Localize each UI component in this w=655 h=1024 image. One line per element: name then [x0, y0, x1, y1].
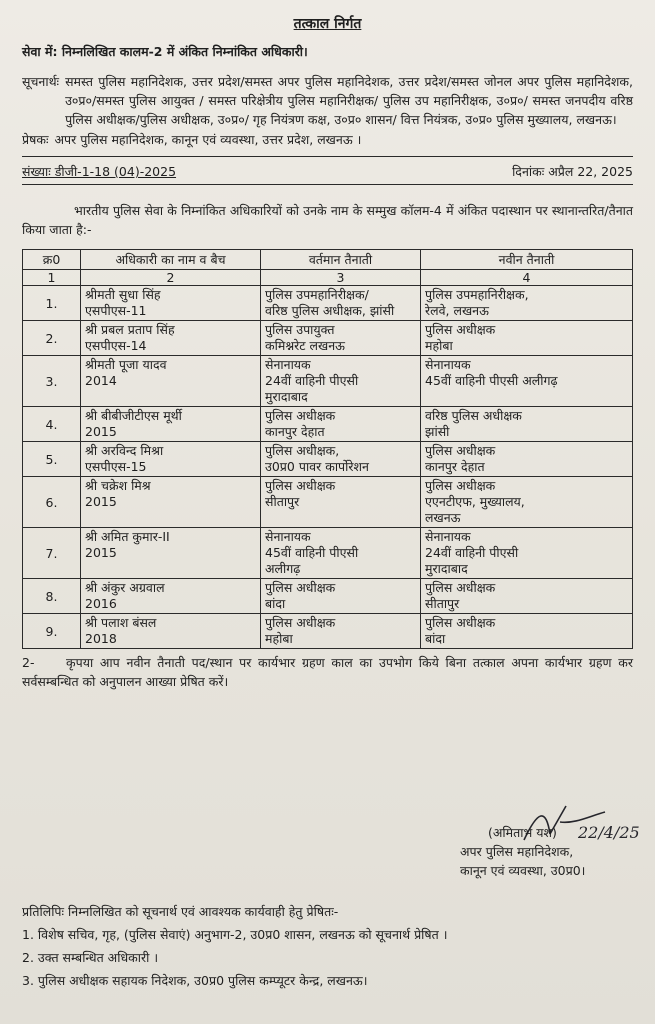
new-posting-line: सीतापुर	[425, 596, 460, 611]
table-row	[23, 614, 633, 649]
information-block	[22, 72, 633, 129]
table-row	[23, 442, 633, 477]
current-posting-line: पुलिस अधीक्षक,	[265, 443, 340, 458]
information-label: सूचनार्थः	[22, 74, 60, 89]
officer-name: श्री प्रबल प्रताप सिंह	[85, 322, 175, 337]
sender-text: अपर पुलिस महानिदेशक, कानून एवं व्यवस्था, उत्तर प्रदेश, लखनऊ ।	[54, 132, 362, 147]
new-posting-line: सेनानायक	[425, 529, 471, 544]
serial-cell: 6.	[23, 477, 81, 528]
officer-name: श्री अरविन्द मिश्रा	[85, 443, 164, 458]
copy-item: 1. विशेष सचिव, गृह, (पुलिस सेवाएं) अनुभाग-2, उ0प्र0 शासन, लखनऊ को सूचनार्थ प्रेषित ।	[22, 927, 448, 942]
new-posting-cell	[421, 321, 633, 356]
index-cell: 2	[81, 270, 261, 286]
serial-cell: 1.	[23, 286, 81, 321]
serial-cell: 9.	[23, 614, 81, 649]
new-posting-line: कानपुर देहात	[425, 459, 485, 474]
new-posting-cell	[421, 356, 633, 407]
officer-batch: 2015	[85, 424, 117, 439]
current-posting-cell	[261, 356, 421, 407]
header-new-posting: नवीन तैनाती	[421, 250, 633, 270]
current-posting-line: उ0प्र0 पावर कार्पोरेशन	[265, 459, 369, 474]
new-posting-cell	[421, 579, 633, 614]
officer-cell	[81, 614, 261, 649]
signatory-department: कानून एवं व्यवस्था, उ0प्र0।	[460, 863, 586, 878]
new-posting-cell	[421, 528, 633, 579]
current-posting-line: बांदा	[265, 596, 286, 611]
signatory-designation: अपर पुलिस महानिदेशक,	[460, 844, 574, 859]
new-posting-cell	[421, 614, 633, 649]
reference-date: दिनांकः अप्रैल 22, 2025	[512, 164, 633, 179]
sender-block	[22, 131, 633, 157]
information-text: समस्त पुलिस महानिदेशक, उत्तर प्रदेश/समस्त अपर पुलिस महानिदेशक, उत्तर प्रदेश/समस्त जोनल अपर पुलिस महानिदेशक, उ०प्र०/समस्त पुलिस आयुक्त / समस्त परिक्षेत्रीय पुलिस महानिरीक्षक/ पुलिस उप महानिरीक्षक, उ०प्र०/ समस्त जनपदीय वरिष्ठ पुलिस अधीक्षक/पुलिस अधीक्षक, उ०प्र०/ गृह नियंत्रण कक्ष, उ०प्र० शासन/ वित्त नियंत्रक, उ०प्र० पुलिस मुख्यालय, लखनऊ।	[65, 74, 633, 127]
current-posting-line: 24वीं वाहिनी पीएसी	[265, 373, 359, 388]
current-posting-line: अलीगढ़	[265, 561, 301, 576]
officer-batch: 2015	[85, 494, 117, 509]
new-posting-line: वरिष्ठ पुलिस अधीक्षक	[425, 408, 522, 423]
new-posting-line: पुलिस अधीक्षक	[425, 443, 496, 458]
officer-batch: एसपीएस-11	[85, 303, 147, 318]
current-posting-line: पुलिस अधीक्षक	[265, 615, 336, 630]
current-posting-line: पुलिस उपायुक्त	[265, 322, 335, 337]
current-posting-cell	[261, 614, 421, 649]
table-row	[23, 321, 633, 356]
officer-batch: एसपीएस-14	[85, 338, 147, 353]
current-posting-cell	[261, 579, 421, 614]
serial-cell: 4.	[23, 407, 81, 442]
current-posting-line: पुलिस अधीक्षक	[265, 478, 336, 493]
table-row	[23, 477, 633, 528]
serial-cell: 5.	[23, 442, 81, 477]
officer-batch: एसपीएस-15	[85, 459, 147, 474]
current-posting-cell	[261, 477, 421, 528]
new-posting-line: रेलवे, लखनऊ	[425, 303, 489, 318]
new-posting-line: 45वीं वाहिनी पीएसी अलीगढ़	[425, 373, 558, 388]
signature-block	[460, 823, 585, 880]
new-posting-cell	[421, 286, 633, 321]
officer-cell	[81, 442, 261, 477]
table-header-row	[23, 250, 633, 270]
serial-cell: 8.	[23, 579, 81, 614]
intro-paragraph: भारतीय पुलिस सेवा के निम्नांकित अधिकारियों को उनके नाम के सम्मुख कॉलम-4 में अंकित पदास्थान पर स्थानान्तरित/तैनात किया जाता है:-	[22, 203, 633, 237]
table-row	[23, 528, 633, 579]
officer-cell	[81, 356, 261, 407]
copy-item: 3. पुलिस अधीक्षक सहायक निदेशक, उ0प्र0 पुलिस कम्प्यूटर केन्द्र, लखनऊ।	[22, 973, 368, 988]
signatory-name: (अमिताभ यश)	[488, 825, 557, 840]
table-row	[23, 286, 633, 321]
addressee-line: सेवा में: निम्नलिखित कालम-2 में अंकित निम्नांकित अधिकारी।	[22, 44, 308, 59]
current-posting-line: कानपुर देहात	[265, 424, 325, 439]
officer-batch: 2014	[85, 373, 117, 388]
new-posting-line: 24वीं वाहिनी पीएसी	[425, 545, 519, 560]
current-posting-line: वरिष्ठ पुलिस अधीक्षक, झांसी	[265, 303, 395, 318]
officer-cell	[81, 579, 261, 614]
officer-name: श्री बीबीजीटीएस मूर्थी	[85, 408, 182, 423]
officer-cell	[81, 286, 261, 321]
new-posting-line: पुलिस उपमहानिरीक्षक,	[425, 287, 529, 302]
officer-batch: 2016	[85, 596, 117, 611]
header-current-posting: वर्तमान तैनाती	[261, 250, 421, 270]
new-posting-line: मुरादाबाद	[425, 561, 468, 576]
officer-batch: 2015	[85, 545, 117, 560]
index-cell: 1	[23, 270, 81, 286]
new-posting-line: महोबा	[425, 338, 453, 353]
current-posting-cell	[261, 321, 421, 356]
new-posting-line: एएनटीएफ, मुख्यालय,	[425, 494, 525, 509]
new-posting-line: लखनऊ	[425, 510, 461, 525]
officer-cell	[81, 407, 261, 442]
current-posting-line: सेनानायक	[265, 357, 311, 372]
handwritten-date: 22/4/25	[578, 823, 640, 842]
table-row	[23, 407, 633, 442]
header-officer: अधिकारी का नाम व बैच	[81, 250, 261, 270]
officer-name: श्री पलाश बंसल	[85, 615, 157, 630]
paragraph-text: कृपया आप नवीन तैनाती पद/स्थान पर कार्यभार ग्रहण काल का उपभोग किये बिना तत्काल अपना कार्यभार ग्रहण कर सर्वसम्बन्धित को अनुपालन आख्या प्रेषित करें।	[22, 655, 633, 689]
officer-cell	[81, 321, 261, 356]
new-posting-line: पुलिस अधीक्षक	[425, 478, 496, 493]
officer-name: श्री अमित कुमार-II	[85, 529, 170, 544]
sender-label: प्रेषकः	[22, 132, 49, 147]
current-posting-line: पुलिस अधीक्षक	[265, 580, 336, 595]
current-posting-line: कमिश्नरेट लखनऊ	[265, 338, 345, 353]
officer-batch: 2018	[85, 631, 117, 646]
current-posting-line: सेनानायक	[265, 529, 311, 544]
officer-name: श्री अंकुर अग्रवाल	[85, 580, 165, 595]
instruction-paragraph	[22, 653, 633, 691]
paragraph-number: 2-	[22, 655, 35, 670]
current-posting-cell	[261, 528, 421, 579]
current-posting-line: महोबा	[265, 631, 293, 646]
copy-item: 2. उक्त सम्बन्धित अधिकारी ।	[22, 950, 159, 965]
table-row	[23, 579, 633, 614]
current-posting-line: पुलिस उपमहानिरीक्षक/	[265, 287, 369, 302]
current-posting-cell	[261, 407, 421, 442]
transfer-table	[22, 249, 633, 649]
new-posting-line: पुलिस अधीक्षक	[425, 322, 496, 337]
new-posting-line: पुलिस अधीक्षक	[425, 580, 496, 595]
officer-cell	[81, 528, 261, 579]
serial-cell: 2.	[23, 321, 81, 356]
table-body	[23, 286, 633, 649]
copy-heading: प्रतिलिपिः निम्नलिखित को सूचनार्थ एवं आवश्यक कार्यवाही हेतु प्रेषितः-	[22, 904, 339, 919]
document-heading: तत्काल निर्गत	[293, 16, 362, 32]
current-posting-line: मुरादाबाद	[265, 389, 308, 404]
reference-number: संख्याः डीजी-1-18 (04)-2025	[22, 164, 177, 179]
officer-name: श्रीमती सुधा सिंह	[85, 287, 161, 302]
index-cell: 4	[421, 270, 633, 286]
header-serial: क्र0	[23, 250, 81, 270]
new-posting-line: बांदा	[425, 631, 446, 646]
current-posting-line: सीतापुर	[265, 494, 300, 509]
new-posting-cell	[421, 442, 633, 477]
reference-line	[22, 163, 633, 185]
new-posting-cell	[421, 477, 633, 528]
current-posting-line: पुलिस अधीक्षक	[265, 408, 336, 423]
officer-name: श्रीमती पूजा यादव	[85, 357, 167, 372]
new-posting-line: झांसी	[425, 424, 450, 439]
officer-cell	[81, 477, 261, 528]
serial-cell: 7.	[23, 528, 81, 579]
serial-cell: 3.	[23, 356, 81, 407]
table-index-row	[23, 270, 633, 286]
current-posting-cell	[261, 286, 421, 321]
new-posting-line: पुलिस अधीक्षक	[425, 615, 496, 630]
table-row	[23, 356, 633, 407]
index-cell: 3	[261, 270, 421, 286]
current-posting-cell	[261, 442, 421, 477]
current-posting-line: 45वीं वाहिनी पीएसी	[265, 545, 359, 560]
new-posting-cell	[421, 407, 633, 442]
copy-to-block	[22, 900, 633, 992]
officer-name: श्री चक्रेश मिश्र	[85, 478, 151, 493]
new-posting-line: सेनानायक	[425, 357, 471, 372]
